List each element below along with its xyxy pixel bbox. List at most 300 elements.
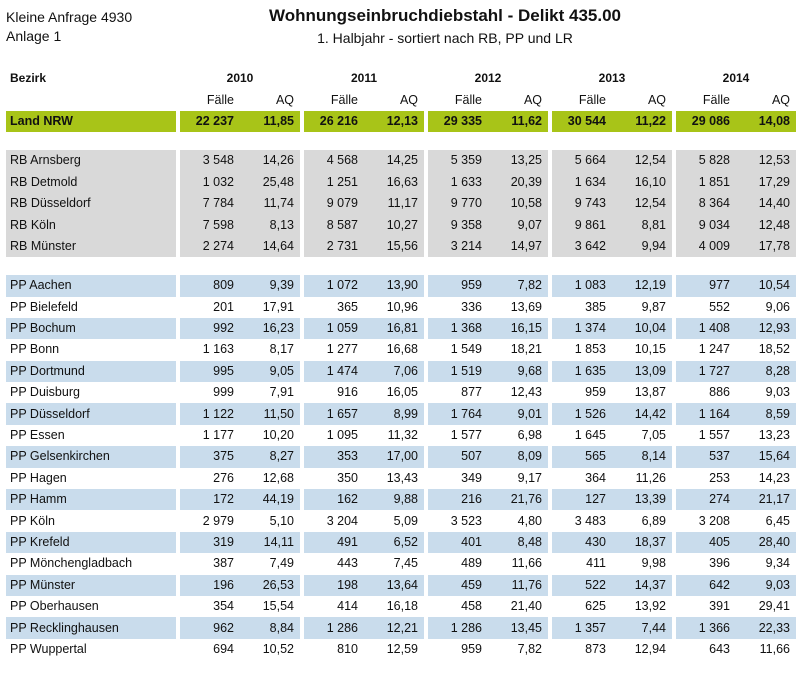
faelle-cell: 489	[424, 553, 486, 574]
aq-cell: 8,48	[486, 532, 548, 553]
inquiry-number: Kleine Anfrage 4930	[6, 9, 133, 25]
aq-cell: 7,49	[238, 553, 300, 574]
attachment-label: Anlage 1	[6, 28, 62, 44]
faelle-cell: 522	[548, 575, 610, 596]
faelle-cell: 30 544	[548, 111, 610, 132]
faelle-cell: 886	[672, 382, 734, 403]
faelle-cell: 1 357	[548, 617, 610, 638]
district-name: PP Köln	[6, 510, 176, 531]
aq-cell: 5,09	[362, 510, 424, 531]
faelle-cell: 1 853	[548, 339, 610, 360]
faelle-cell: 162	[300, 489, 362, 510]
faelle-cell: 336	[424, 297, 486, 318]
pp-row	[6, 297, 796, 318]
district-name: PP Bielefeld	[6, 297, 176, 318]
aq-header: AQ	[275, 92, 294, 107]
faelle-cell: 3 204	[300, 510, 362, 531]
aq-cell: 13,69	[486, 297, 548, 318]
faelle-cell: 8 364	[672, 193, 734, 214]
faelle-cell: 1 634	[548, 172, 610, 193]
aq-cell: 12,48	[734, 214, 796, 235]
aq-cell: 11,62	[486, 111, 548, 132]
faelle-cell: 354	[176, 596, 238, 617]
aq-cell: 9,68	[486, 361, 548, 382]
faelle-cell: 22 237	[176, 111, 238, 132]
aq-cell: 11,85	[238, 111, 300, 132]
aq-cell: 14,26	[238, 150, 300, 171]
aq-cell: 9,94	[610, 236, 672, 257]
year-header: 2012	[424, 68, 548, 89]
district-name: PP Mönchengladbach	[6, 553, 176, 574]
faelle-cell: 414	[300, 596, 362, 617]
faelle-cell: 877	[424, 382, 486, 403]
aq-cell: 16,18	[362, 596, 424, 617]
faelle-cell: 537	[672, 446, 734, 467]
district-name: PP Oberhausen	[6, 596, 176, 617]
faelle-cell: 7 784	[176, 193, 238, 214]
pp-row	[6, 489, 796, 510]
aq-cell: 12,94	[610, 639, 672, 660]
faelle-cell: 1 727	[672, 361, 734, 382]
faelle-cell: 999	[176, 382, 238, 403]
faelle-cell: 2 274	[176, 236, 238, 257]
aq-cell: 14,40	[734, 193, 796, 214]
aq-cell: 18,21	[486, 339, 548, 360]
faelle-cell: 1 251	[300, 172, 362, 193]
aq-cell: 9,06	[734, 297, 796, 318]
aq-cell: 16,05	[362, 382, 424, 403]
aq-cell: 12,54	[610, 193, 672, 214]
aq-cell: 21,40	[486, 596, 548, 617]
faelle-cell: 8 587	[300, 214, 362, 235]
aq-header: AQ	[647, 92, 666, 107]
aq-cell: 12,59	[362, 639, 424, 660]
aq-cell: 14,08	[734, 111, 796, 132]
faelle-cell: 3 642	[548, 236, 610, 257]
aq-cell: 13,25	[486, 150, 548, 171]
aq-cell: 11,32	[362, 425, 424, 446]
aq-header: AQ	[399, 92, 418, 107]
aq-cell: 13,90	[362, 275, 424, 296]
aq-cell: 8,09	[486, 446, 548, 467]
faelle-cell: 1 083	[548, 275, 610, 296]
aq-cell: 28,40	[734, 532, 796, 553]
aq-cell: 17,00	[362, 446, 424, 467]
faelle-cell: 365	[300, 297, 362, 318]
aq-cell: 9,39	[238, 275, 300, 296]
faelle-cell: 1 177	[176, 425, 238, 446]
faelle-cell: 127	[548, 489, 610, 510]
pp-row	[6, 617, 796, 638]
faelle-cell: 29 086	[672, 111, 734, 132]
aq-cell: 17,91	[238, 297, 300, 318]
faelle-cell: 1 474	[300, 361, 362, 382]
pp-row	[6, 318, 796, 339]
aq-cell: 12,54	[610, 150, 672, 171]
faelle-cell: 1 549	[424, 339, 486, 360]
faelle-cell: 274	[672, 489, 734, 510]
district-name: RB Münster	[6, 236, 176, 257]
aq-cell: 12,68	[238, 468, 300, 489]
faelle-cell: 1 519	[424, 361, 486, 382]
rb-row	[6, 236, 796, 257]
pp-row	[6, 468, 796, 489]
district-name: PP Recklinghausen	[6, 617, 176, 638]
spacer-cell	[6, 257, 796, 275]
faelle-cell: 411	[548, 553, 610, 574]
rb-row	[6, 172, 796, 193]
faelle-cell: 201	[176, 297, 238, 318]
aq-cell: 7,05	[610, 425, 672, 446]
aq-cell: 13,09	[610, 361, 672, 382]
faelle-cell: 1 851	[672, 172, 734, 193]
aq-cell: 10,58	[486, 193, 548, 214]
faelle-cell: 387	[176, 553, 238, 574]
faelle-cell: 1 633	[424, 172, 486, 193]
aq-cell: 9,03	[734, 382, 796, 403]
faelle-cell: 3 523	[424, 510, 486, 531]
faelle-cell: 401	[424, 532, 486, 553]
aq-cell: 16,10	[610, 172, 672, 193]
faelle-cell: 643	[672, 639, 734, 660]
aq-cell: 29,41	[734, 596, 796, 617]
faelle-cell: 2 731	[300, 236, 362, 257]
faelle-cell: 552	[672, 297, 734, 318]
aq-cell: 9,88	[362, 489, 424, 510]
aq-cell: 10,54	[734, 275, 796, 296]
land-row	[6, 111, 796, 132]
empty-header-cell	[6, 89, 176, 110]
aq-cell: 11,76	[486, 575, 548, 596]
district-name: PP Krefeld	[6, 532, 176, 553]
aq-cell: 8,27	[238, 446, 300, 467]
faelle-cell: 5 828	[672, 150, 734, 171]
aq-cell: 14,23	[734, 468, 796, 489]
district-name: PP Wuppertal	[6, 639, 176, 660]
district-name: RB Detmold	[6, 172, 176, 193]
aq-cell: 18,52	[734, 339, 796, 360]
faelle-cell: 1 163	[176, 339, 238, 360]
faelle-cell: 2 979	[176, 510, 238, 531]
faelle-cell: 196	[176, 575, 238, 596]
faelle-cell: 1 277	[300, 339, 362, 360]
district-name: PP Gelsenkirchen	[6, 446, 176, 467]
aq-header: AQ	[771, 92, 790, 107]
faelle-cell: 9 034	[672, 214, 734, 235]
faelle-cell: 3 483	[548, 510, 610, 531]
faelle-cell: 276	[176, 468, 238, 489]
aq-cell: 9,34	[734, 553, 796, 574]
faelle-cell: 364	[548, 468, 610, 489]
pp-row	[6, 510, 796, 531]
aq-cell: 15,64	[734, 446, 796, 467]
faelle-cell: 1 286	[300, 617, 362, 638]
faelle-cell: 1 645	[548, 425, 610, 446]
aq-cell: 9,98	[610, 553, 672, 574]
faelle-cell: 977	[672, 275, 734, 296]
aq-cell: 14,25	[362, 150, 424, 171]
pp-row	[6, 275, 796, 296]
faelle-cell: 459	[424, 575, 486, 596]
year-header: 2014	[672, 68, 796, 89]
faelle-cell: 375	[176, 446, 238, 467]
faelle-cell: 959	[424, 275, 486, 296]
aq-cell: 8,59	[734, 403, 796, 424]
aq-cell: 5,10	[238, 510, 300, 531]
pp-row	[6, 553, 796, 574]
table-body	[6, 111, 796, 660]
district-name: Land NRW	[6, 111, 176, 132]
faelle-cell: 26 216	[300, 111, 362, 132]
aq-cell: 12,93	[734, 318, 796, 339]
faelle-cell: 1 164	[672, 403, 734, 424]
faelle-cell: 1 577	[424, 425, 486, 446]
aq-cell: 6,89	[610, 510, 672, 531]
faelle-cell: 9 358	[424, 214, 486, 235]
aq-cell: 10,20	[238, 425, 300, 446]
aq-cell: 16,68	[362, 339, 424, 360]
faelle-cell: 1 764	[424, 403, 486, 424]
aq-cell: 13,45	[486, 617, 548, 638]
aq-cell: 16,63	[362, 172, 424, 193]
pp-row	[6, 403, 796, 424]
aq-cell: 9,03	[734, 575, 796, 596]
aq-cell: 10,52	[238, 639, 300, 660]
district-name: PP Hamm	[6, 489, 176, 510]
aq-cell: 8,17	[238, 339, 300, 360]
aq-cell: 6,98	[486, 425, 548, 446]
district-name: PP Duisburg	[6, 382, 176, 403]
spacer-cell	[6, 132, 796, 150]
faelle-cell: 1 368	[424, 318, 486, 339]
pp-row	[6, 425, 796, 446]
bezirk-header: Bezirk	[10, 71, 47, 86]
aq-cell: 9,17	[486, 468, 548, 489]
faelle-cell: 1 286	[424, 617, 486, 638]
faelle-cell: 916	[300, 382, 362, 403]
faelle-cell: 1 657	[300, 403, 362, 424]
faelle-cell: 405	[672, 532, 734, 553]
faelle-cell: 1 635	[548, 361, 610, 382]
faelle-cell: 349	[424, 468, 486, 489]
statistics-table	[6, 68, 796, 660]
faelle-cell: 1 095	[300, 425, 362, 446]
document-reference	[6, 8, 132, 46]
year-header: 2010	[176, 68, 300, 89]
aq-cell: 6,45	[734, 510, 796, 531]
faelle-cell: 443	[300, 553, 362, 574]
aq-cell: 16,81	[362, 318, 424, 339]
aq-cell: 14,42	[610, 403, 672, 424]
aq-cell: 11,17	[362, 193, 424, 214]
district-name: PP Aachen	[6, 275, 176, 296]
aq-cell: 8,84	[238, 617, 300, 638]
pp-row	[6, 382, 796, 403]
aq-cell: 6,52	[362, 532, 424, 553]
aq-cell: 10,04	[610, 318, 672, 339]
faelle-cell: 198	[300, 575, 362, 596]
faelle-cell: 625	[548, 596, 610, 617]
faelle-cell: 391	[672, 596, 734, 617]
aq-cell: 8,28	[734, 361, 796, 382]
faelle-header: Fälle	[176, 89, 238, 110]
aq-cell: 7,82	[486, 639, 548, 660]
aq-cell: 7,06	[362, 361, 424, 382]
aq-cell: 25,48	[238, 172, 300, 193]
aq-cell: 15,54	[238, 596, 300, 617]
aq-cell: 4,80	[486, 510, 548, 531]
district-name: RB Köln	[6, 214, 176, 235]
district-name: PP Dortmund	[6, 361, 176, 382]
aq-header: AQ	[523, 92, 542, 107]
district-name: PP Essen	[6, 425, 176, 446]
faelle-cell: 3 214	[424, 236, 486, 257]
aq-cell: 8,81	[610, 214, 672, 235]
aq-cell: 10,27	[362, 214, 424, 235]
aq-cell: 8,13	[238, 214, 300, 235]
aq-cell: 13,43	[362, 468, 424, 489]
aq-cell: 15,56	[362, 236, 424, 257]
aq-cell: 8,99	[362, 403, 424, 424]
aq-cell: 12,13	[362, 111, 424, 132]
faelle-cell: 9 743	[548, 193, 610, 214]
faelle-cell: 4 568	[300, 150, 362, 171]
faelle-cell: 565	[548, 446, 610, 467]
aq-cell: 9,07	[486, 214, 548, 235]
faelle-cell: 29 335	[424, 111, 486, 132]
faelle-cell: 1 122	[176, 403, 238, 424]
aq-cell: 11,50	[238, 403, 300, 424]
faelle-cell: 9 079	[300, 193, 362, 214]
faelle-cell: 694	[176, 639, 238, 660]
year-header: 2011	[300, 68, 424, 89]
aq-cell: 11,26	[610, 468, 672, 489]
faelle-cell: 172	[176, 489, 238, 510]
faelle-cell: 4 009	[672, 236, 734, 257]
faelle-cell: 995	[176, 361, 238, 382]
rb-row	[6, 150, 796, 171]
pp-row	[6, 575, 796, 596]
faelle-cell: 642	[672, 575, 734, 596]
district-name: PP Münster	[6, 575, 176, 596]
faelle-cell: 1 072	[300, 275, 362, 296]
aq-cell: 18,37	[610, 532, 672, 553]
rb-row	[6, 193, 796, 214]
faelle-cell: 1 526	[548, 403, 610, 424]
aq-cell: 11,66	[486, 553, 548, 574]
aq-cell: 21,17	[734, 489, 796, 510]
aq-cell: 26,53	[238, 575, 300, 596]
page-title: Wohnungseinbruchdiebstahl - Delikt 435.00	[268, 6, 622, 25]
aq-cell: 9,87	[610, 297, 672, 318]
faelle-cell: 1 247	[672, 339, 734, 360]
pp-row	[6, 639, 796, 660]
pp-row	[6, 532, 796, 553]
aq-cell: 7,45	[362, 553, 424, 574]
aq-cell: 14,37	[610, 575, 672, 596]
aq-cell: 12,21	[362, 617, 424, 638]
column-header-row	[6, 89, 796, 110]
aq-cell: 11,22	[610, 111, 672, 132]
faelle-cell: 9 861	[548, 214, 610, 235]
aq-cell: 20,39	[486, 172, 548, 193]
faelle-cell: 507	[424, 446, 486, 467]
aq-cell: 14,64	[238, 236, 300, 257]
faelle-cell: 1 366	[672, 617, 734, 638]
aq-cell: 12,19	[610, 275, 672, 296]
pp-row	[6, 361, 796, 382]
district-name: PP Bonn	[6, 339, 176, 360]
aq-cell: 12,53	[734, 150, 796, 171]
aq-cell: 13,87	[610, 382, 672, 403]
faelle-cell: 7 598	[176, 214, 238, 235]
aq-cell: 8,14	[610, 446, 672, 467]
faelle-cell: 396	[672, 553, 734, 574]
faelle-cell: 992	[176, 318, 238, 339]
faelle-cell: 458	[424, 596, 486, 617]
aq-cell: 16,15	[486, 318, 548, 339]
faelle-header: Fälle	[548, 89, 610, 110]
faelle-cell: 385	[548, 297, 610, 318]
aq-cell: 17,29	[734, 172, 796, 193]
faelle-cell: 959	[424, 639, 486, 660]
aq-cell: 14,11	[238, 532, 300, 553]
faelle-cell: 873	[548, 639, 610, 660]
faelle-cell: 1 408	[672, 318, 734, 339]
aq-cell: 7,91	[238, 382, 300, 403]
aq-cell: 7,44	[610, 617, 672, 638]
district-name: RB Düsseldorf	[6, 193, 176, 214]
aq-cell: 13,39	[610, 489, 672, 510]
pp-row	[6, 339, 796, 360]
faelle-cell: 1 032	[176, 172, 238, 193]
district-name: RB Arnsberg	[6, 150, 176, 171]
aq-cell: 22,33	[734, 617, 796, 638]
faelle-cell: 353	[300, 446, 362, 467]
aq-cell: 9,01	[486, 403, 548, 424]
aq-cell: 16,23	[238, 318, 300, 339]
faelle-cell: 3 548	[176, 150, 238, 171]
faelle-cell: 3 208	[672, 510, 734, 531]
faelle-cell: 962	[176, 617, 238, 638]
aq-cell: 7,82	[486, 275, 548, 296]
faelle-cell: 5 359	[424, 150, 486, 171]
faelle-cell: 1 059	[300, 318, 362, 339]
aq-cell: 13,64	[362, 575, 424, 596]
aq-cell: 21,76	[486, 489, 548, 510]
faelle-cell: 809	[176, 275, 238, 296]
faelle-header: Fälle	[672, 89, 734, 110]
faelle-header: Fälle	[424, 89, 486, 110]
aq-cell: 10,15	[610, 339, 672, 360]
faelle-cell: 491	[300, 532, 362, 553]
aq-cell: 14,97	[486, 236, 548, 257]
faelle-cell: 430	[548, 532, 610, 553]
faelle-cell: 253	[672, 468, 734, 489]
aq-cell: 10,96	[362, 297, 424, 318]
pp-row	[6, 596, 796, 617]
faelle-cell: 959	[548, 382, 610, 403]
aq-cell: 13,23	[734, 425, 796, 446]
faelle-cell: 9 770	[424, 193, 486, 214]
faelle-header: Fälle	[300, 89, 362, 110]
faelle-cell: 319	[176, 532, 238, 553]
district-name: PP Bochum	[6, 318, 176, 339]
aq-cell: 11,74	[238, 193, 300, 214]
rb-row	[6, 214, 796, 235]
aq-cell: 17,78	[734, 236, 796, 257]
pp-row	[6, 446, 796, 467]
